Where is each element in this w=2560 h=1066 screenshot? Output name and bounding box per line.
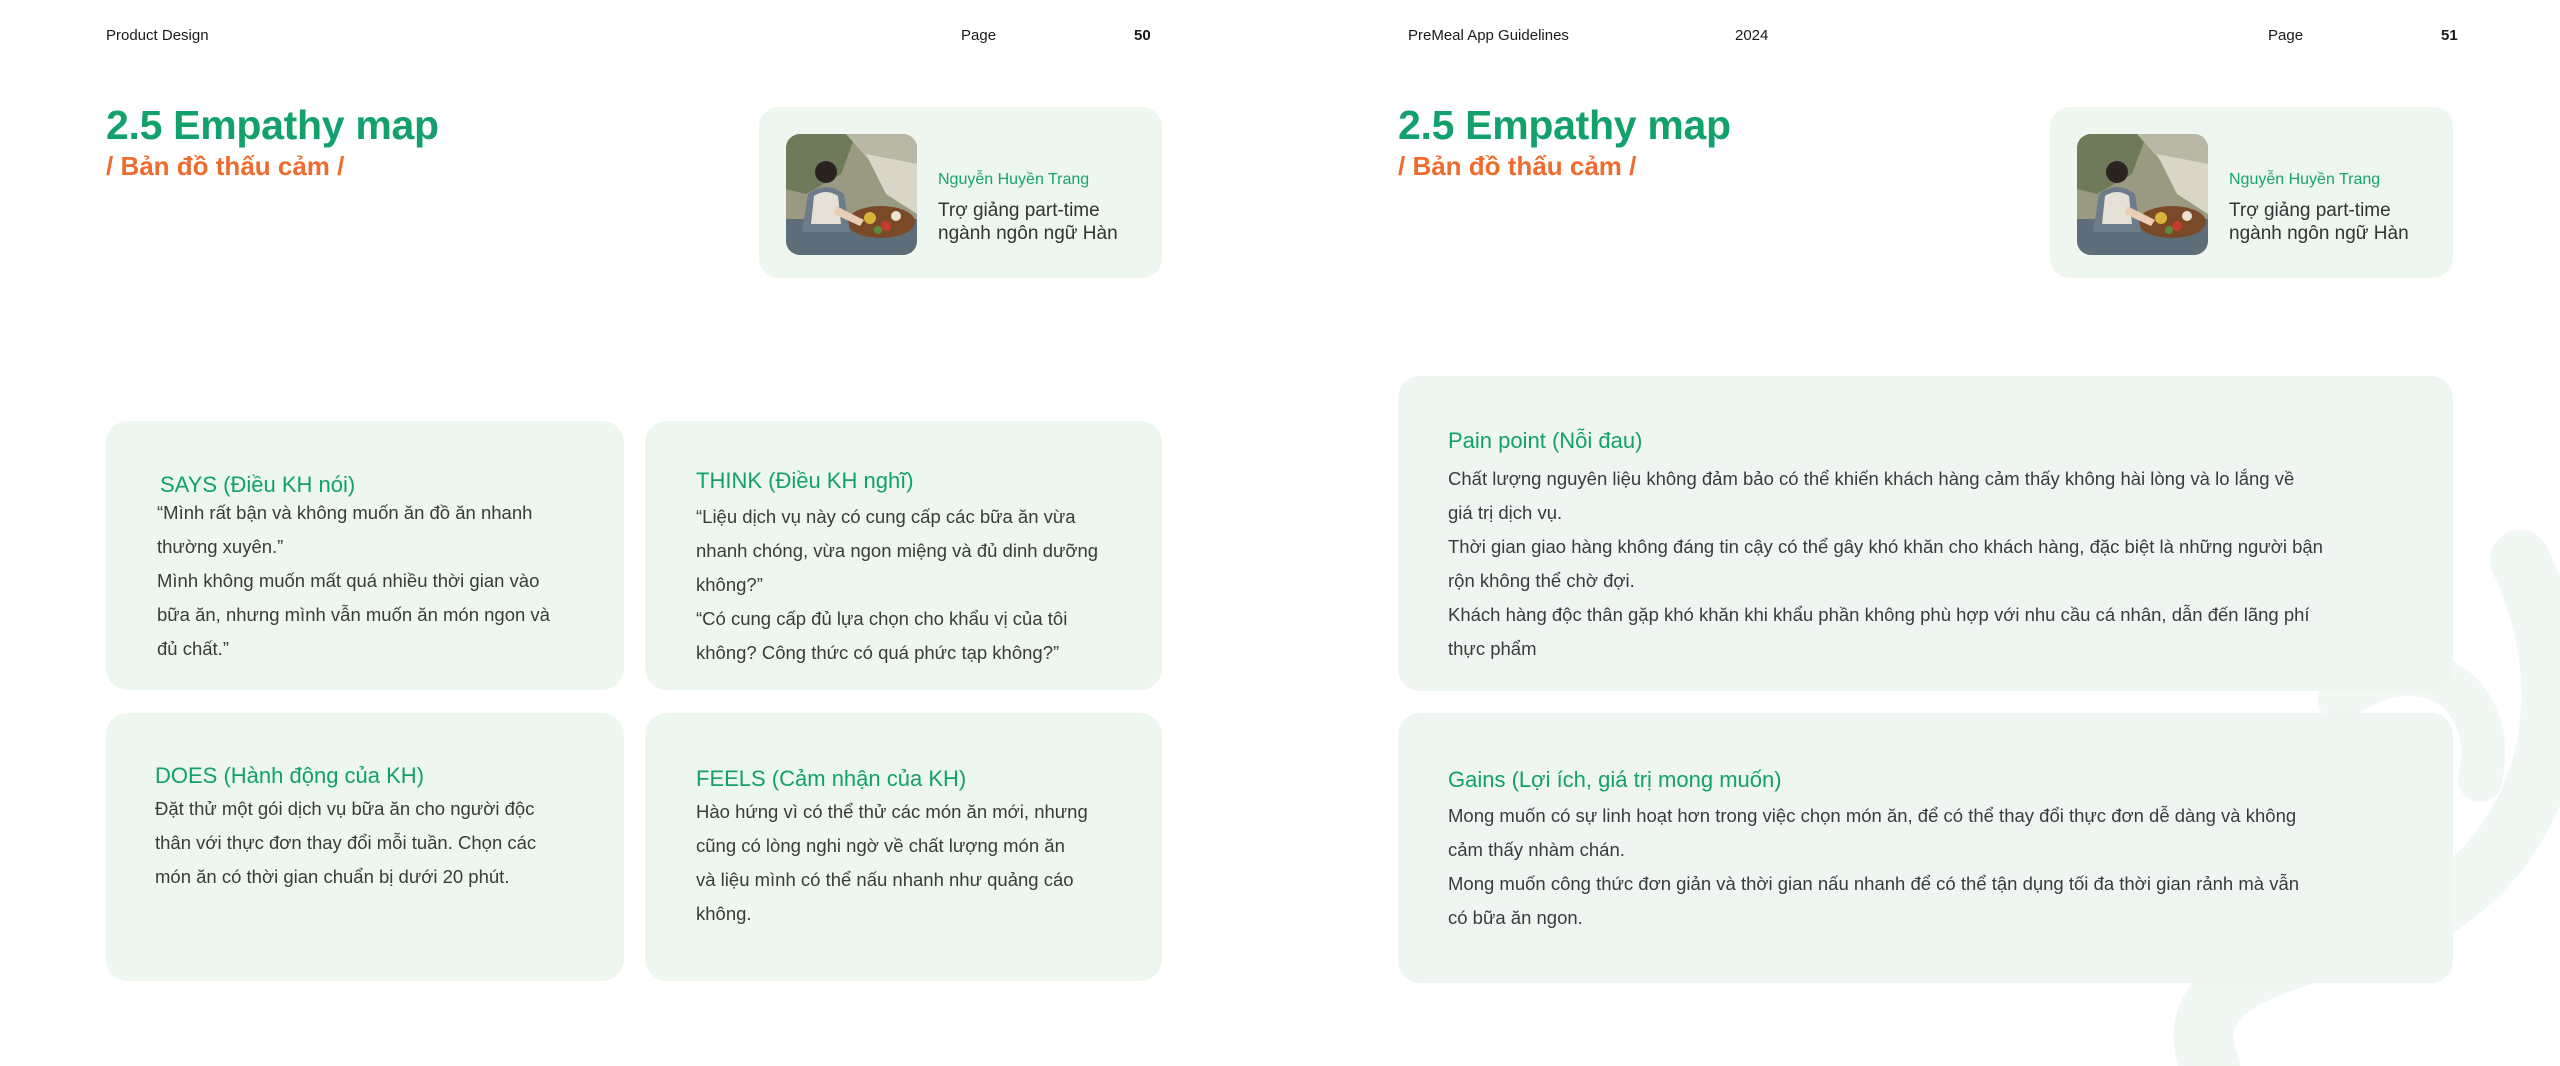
text-line: thực phẩm — [1448, 638, 1537, 659]
text-line: cảm thấy nhàm chán. — [1448, 839, 1625, 860]
persona-name: Nguyễn Huyền Trang — [938, 171, 1090, 188]
text-line: “Liệu dịch vụ này có cung cấp các bữa ăn vừa — [696, 506, 1076, 527]
does-text — [155, 792, 536, 894]
page-number: 51 — [2441, 27, 2458, 44]
text-line: không?” — [696, 574, 763, 595]
says-card — [106, 421, 624, 690]
feels-text — [696, 795, 1088, 931]
text-line: đủ chất.” — [157, 638, 229, 659]
text-line: rộn không thể chờ đợi. — [1448, 570, 1635, 591]
text-line: Hào hứng vì có thể thử các món ăn mới, nhưng — [696, 801, 1088, 822]
think-text — [696, 500, 1098, 670]
text-line: Mong muốn có sự linh hoạt hơn trong việc chọn món ăn, để có thể thay đổi thực đơn dễ dàng và không — [1448, 805, 2297, 826]
persona-card — [2050, 107, 2453, 278]
page-number: 50 — [1134, 27, 1151, 44]
text-line: Chất lượng nguyên liệu không đảm bảo có thể khiến khách hàng cảm thấy không hài lòng và lo lắng về — [1448, 468, 2295, 489]
header-year: 2024 — [1735, 27, 1769, 44]
text-line: món ăn có thời gian chuẩn bị dưới 20 phút. — [155, 866, 510, 887]
header-guide-title: PreMeal App Guidelines — [1408, 27, 1569, 44]
text-line: giá trị dịch vụ. — [1448, 502, 1563, 523]
text-line: “Mình rất bận và không muốn ăn đồ ăn nhanh — [157, 502, 533, 523]
persona-name: Nguyễn Huyền Trang — [2229, 171, 2381, 188]
pain-point-heading: Pain point (Nỗi đau) — [1448, 428, 1643, 453]
feels-card — [645, 713, 1162, 981]
text-line: không. — [696, 903, 752, 924]
text-line: Mong muốn công thức đơn giản và thời gian nấu nhanh để có thể tận dụng tối đa thời gian rảnh mà vẫn — [1448, 873, 2300, 894]
header-page-label: Page — [961, 27, 997, 44]
pain-point-text — [1448, 462, 2323, 666]
text-line: không? Công thức có quá phức tạp không?” — [696, 642, 1060, 663]
says-text — [157, 496, 550, 666]
gains-heading: Gains (Lợi ích, giá trị mong muốn) — [1448, 767, 1782, 792]
persona-photo — [786, 134, 917, 255]
think-heading: THINK (Điều KH nghĩ) — [696, 468, 914, 493]
text-line: thường xuyên.” — [157, 536, 284, 557]
text-line: “Có cung cấp đủ lựa chọn cho khẩu vị của tôi — [696, 608, 1068, 629]
text-line: cũng có lòng nghi ngờ về chất lượng món ăn — [696, 835, 1065, 856]
page-title: 2.5 Empathy map — [106, 102, 439, 148]
text-line: Đặt thử một gói dịch vụ bữa ăn cho người độc — [155, 798, 535, 819]
does-heading: DOES (Hành động của KH) — [155, 763, 425, 788]
header-section-label: Product Design — [106, 27, 209, 44]
think-card — [645, 421, 1162, 690]
text-line: Mình không muốn mất quá nhiều thời gian vào — [157, 570, 540, 591]
text-line: và liệu mình có thể nấu nhanh như quảng cáo — [696, 869, 1074, 890]
page-subtitle: / Bản đồ thấu cảm / — [106, 151, 345, 181]
persona-role-line: ngành ngôn ngữ Hàn — [938, 223, 1118, 244]
persona-card — [759, 107, 1162, 278]
pain-point-card — [1398, 376, 2453, 691]
gains-card — [1398, 713, 2453, 983]
text-line: Khách hàng độc thân gặp khó khăn khi khẩu phần không phù hợp với nhu cầu cá nhân, dẫn đến lãng phí — [1448, 604, 2310, 625]
feels-heading: FEELS (Cảm nhận của KH) — [696, 766, 967, 791]
text-line: thân với thực đơn thay đổi mỗi tuần. Chọn các — [155, 832, 537, 853]
persona-role-line: Trợ giảng part-time — [938, 200, 1100, 221]
page-subtitle: / Bản đồ thấu cảm / — [1398, 151, 1637, 181]
persona-role — [2229, 199, 2409, 245]
text-line: Thời gian giao hàng không đáng tin cậy có thể gây khó khăn cho khách hàng, đặc biệt là những người bận — [1448, 536, 2323, 557]
says-heading: SAYS (Điều KH nói) — [160, 472, 356, 497]
gains-text — [1448, 799, 2299, 935]
does-card — [106, 713, 624, 981]
text-line: bữa ăn, nhưng mình vẫn muốn ăn món ngon và — [157, 604, 550, 625]
page-title: 2.5 Empathy map — [1398, 102, 1731, 148]
persona-role-line: ngành ngôn ngữ Hàn — [2229, 223, 2409, 244]
right-page — [1280, 0, 2560, 1066]
text-line: có bữa ăn ngon. — [1448, 907, 1583, 928]
text-line: nhanh chóng, vừa ngon miệng và đủ dinh dưỡng — [696, 540, 1099, 561]
persona-photo — [2077, 134, 2208, 255]
persona-role-line: Trợ giảng part-time — [2229, 200, 2391, 221]
persona-role — [938, 199, 1118, 245]
header-page-label: Page — [2268, 27, 2304, 44]
